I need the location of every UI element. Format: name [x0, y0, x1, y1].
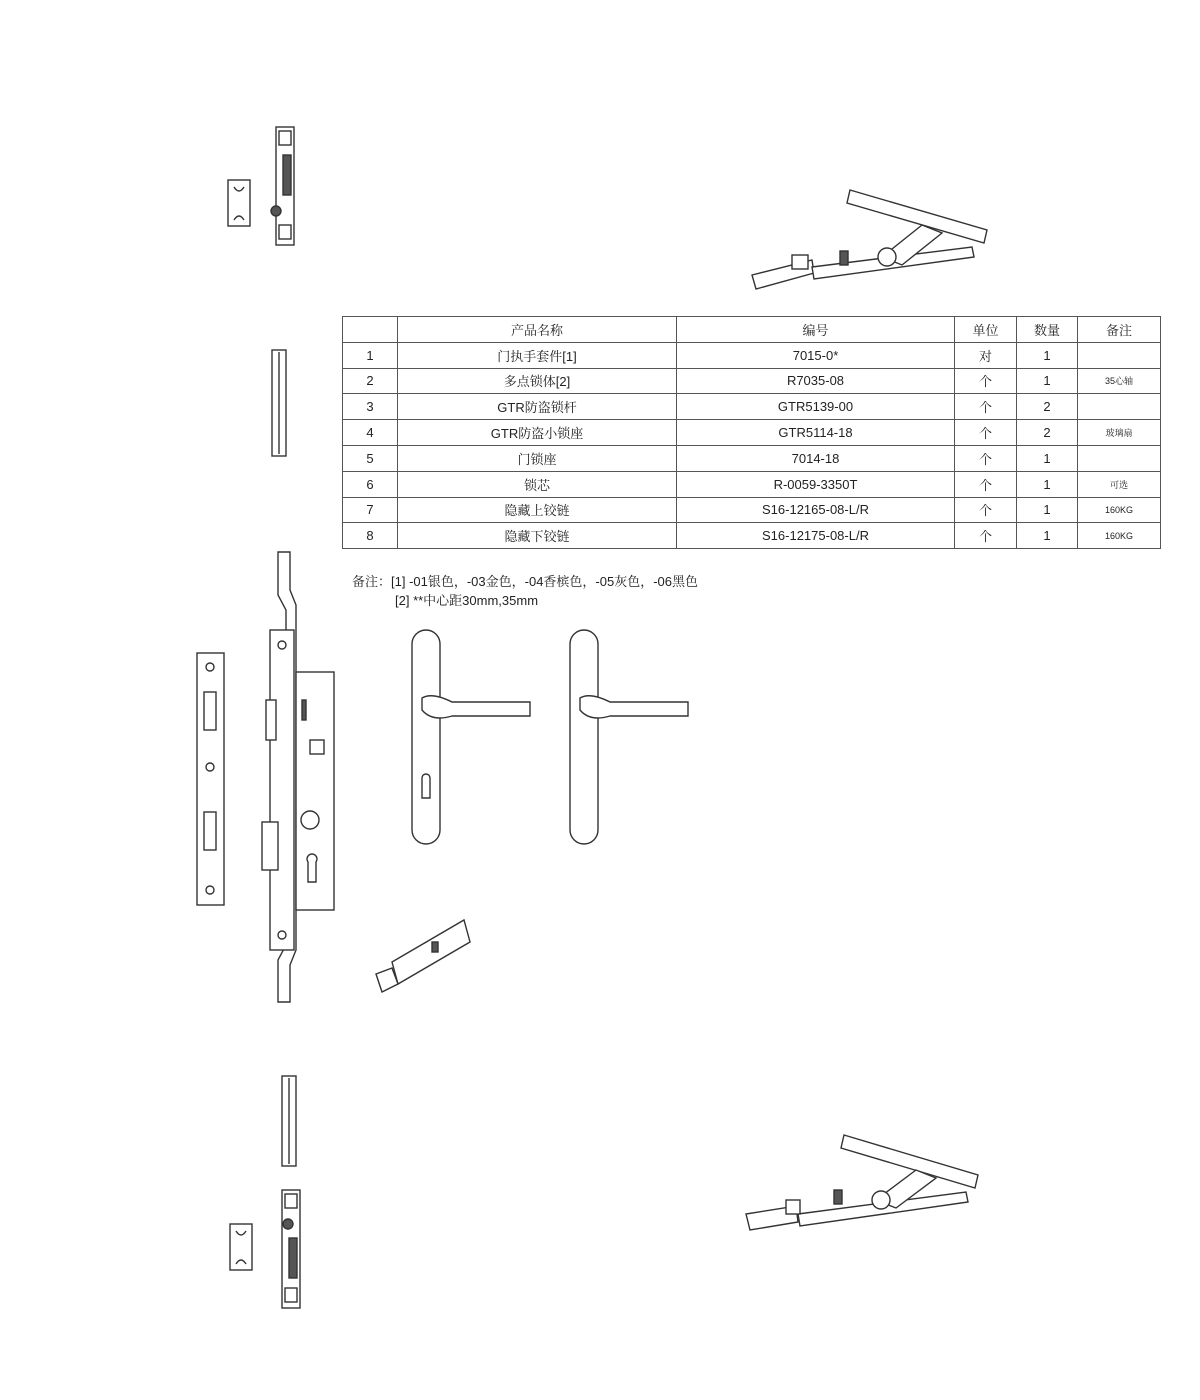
cell-code: GTR5114-18 — [677, 420, 955, 446]
cell-remark: 玻璃扇 — [1078, 420, 1161, 446]
parts-table — [342, 316, 1161, 549]
door-handle-left — [410, 628, 535, 848]
note-line: [2] **中心距30mm,35mm — [395, 593, 539, 608]
gtr-small-lock-seat-top — [226, 125, 306, 247]
cell-no: 2 — [343, 368, 398, 394]
table-row — [343, 471, 1161, 497]
cell-no: 3 — [343, 394, 398, 420]
hidden-bottom-hinge — [746, 1130, 986, 1235]
cell-qty: 1 — [1017, 342, 1078, 368]
cell-name: GTR防盗小锁座 — [398, 420, 677, 446]
table-header-row — [343, 317, 1161, 343]
header-cell: 编号 — [677, 317, 955, 343]
header-cell — [343, 317, 398, 343]
cell-unit: 个 — [955, 420, 1017, 446]
cell-qty: 1 — [1017, 471, 1078, 497]
cell-no: 5 — [343, 445, 398, 471]
cell-unit: 个 — [955, 523, 1017, 549]
cell-unit: 对 — [955, 342, 1017, 368]
cell-remark: 160KG — [1078, 497, 1161, 523]
cell-unit: 个 — [955, 471, 1017, 497]
cell-unit: 个 — [955, 445, 1017, 471]
cell-code: R7035-08 — [677, 368, 955, 394]
cell-name: 多点锁体[2] — [398, 368, 677, 394]
cell-qty: 1 — [1017, 445, 1078, 471]
cell-unit: 个 — [955, 368, 1017, 394]
cell-name: 门执手套件[1] — [398, 342, 677, 368]
cell-qty: 2 — [1017, 420, 1078, 446]
table-row — [343, 523, 1161, 549]
table-row — [343, 342, 1161, 368]
header-cell: 单位 — [955, 317, 1017, 343]
cell-name: GTR防盗锁杆 — [398, 394, 677, 420]
cell-no: 6 — [343, 471, 398, 497]
header-cell: 备注 — [1078, 317, 1161, 343]
cell-name: 隐藏上铰链 — [398, 497, 677, 523]
header-cell: 产品名称 — [398, 317, 677, 343]
table-row — [343, 420, 1161, 446]
cell-no: 4 — [343, 420, 398, 446]
cell-remark — [1078, 394, 1161, 420]
door-lock-seat — [196, 652, 226, 908]
lock-cylinder — [372, 912, 472, 997]
cell-code: 7015-0* — [677, 342, 955, 368]
gtr-small-lock-seat-bottom — [228, 1188, 308, 1312]
table-row — [343, 368, 1161, 394]
cell-qty: 1 — [1017, 497, 1078, 523]
cell-name: 锁芯 — [398, 471, 677, 497]
cell-remark: 35心轴 — [1078, 368, 1161, 394]
door-handle-right — [568, 628, 693, 848]
table-row — [343, 445, 1161, 471]
cell-remark — [1078, 445, 1161, 471]
cell-qty: 1 — [1017, 368, 1078, 394]
multipoint-lock-body — [258, 550, 338, 1006]
cell-no: 7 — [343, 497, 398, 523]
cell-code: S16-12175-08-L/R — [677, 523, 955, 549]
cell-name: 门锁座 — [398, 445, 677, 471]
gtr-lock-rod-top — [270, 348, 290, 458]
cell-remark: 可选 — [1078, 471, 1161, 497]
cell-remark: 160KG — [1078, 523, 1161, 549]
cell-qty: 2 — [1017, 394, 1078, 420]
table-row — [343, 497, 1161, 523]
cell-code: GTR5139-00 — [677, 394, 955, 420]
note-line: 备注：[1] -01银色，-03金色，-04香槟色，-05灰色，-06黑色 — [352, 574, 699, 589]
cell-name: 隐藏下铰链 — [398, 523, 677, 549]
gtr-lock-rod-bottom — [280, 1074, 300, 1168]
notes — [352, 572, 698, 610]
cell-remark — [1078, 342, 1161, 368]
cell-code: R-0059-3350T — [677, 471, 955, 497]
cell-qty: 1 — [1017, 523, 1078, 549]
cell-unit: 个 — [955, 497, 1017, 523]
cell-code: S16-12165-08-L/R — [677, 497, 955, 523]
table-row — [343, 394, 1161, 420]
header-cell: 数量 — [1017, 317, 1078, 343]
cell-code: 7014-18 — [677, 445, 955, 471]
cell-no: 1 — [343, 342, 398, 368]
hidden-top-hinge — [752, 185, 992, 295]
cell-no: 8 — [343, 523, 398, 549]
cell-unit: 个 — [955, 394, 1017, 420]
